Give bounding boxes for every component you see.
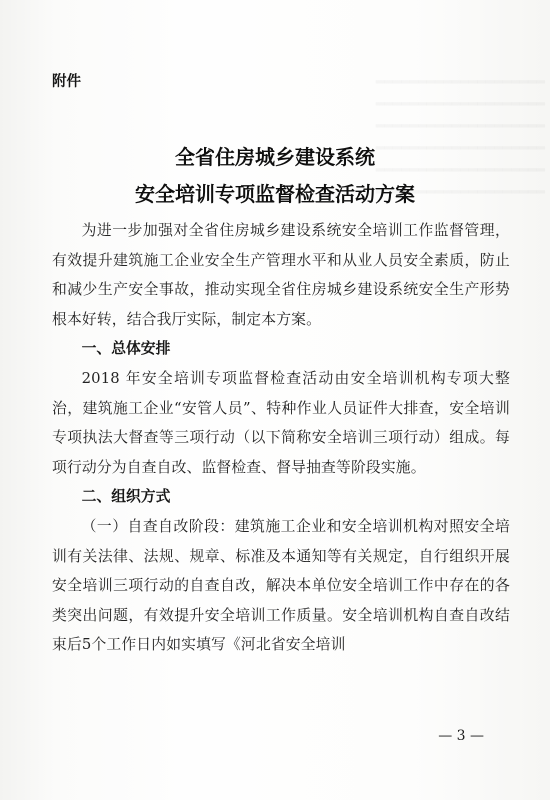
document-title-line-1: 全省住房城乡建设系统 xyxy=(175,145,375,169)
show-through-texture: ▂▂▂▂▂▂▂▂▂▂▂▂▂▂▂▂▂▂▂▂ ▂▂▂▂▂▂▂▂▂▂▂▂▂▂▂▂▂▂▂▂ ▂▂▂▂▂▂▂▂▂▂▂▂▂▂▂▂▂▂▂▂ ▂▂▂▂▂▂▂▂▂▂▂▂▂▂▂▂▂▂▂▂ ▂▂▂▂▂▂▂▂▂▂▂▂▂▂▂▂▂▂▂▂ ▂▂▂▂▂▂▂▂▂▂▂▂▂▂▂▂▂▂▂▂ xyxy=(375,80,545,203)
document-body xyxy=(52,216,510,660)
section-paragraph-organization-method: （一）自查自改阶段：建筑施工企业和安全培训机构对照安全培训有关法律、法规、规章、标准及本通知等有关规定，自行组织开展安全培训三项行动的自查自改，解决本单位安全培训工作中存在的各类突出问题，有效提升安全培训工作质量。安全培训机构自查自改结束后5个工作日内如实填写《河北省安全培训 xyxy=(52,517,510,654)
section-heading-organization-method: 二、组织方式 xyxy=(81,488,171,506)
page-number: — 3 — xyxy=(438,728,484,744)
section-heading-overall-arrangement: 一、总体安排 xyxy=(81,340,171,358)
intro-paragraph: 为进一步加强对全省住房城乡建设系统安全培训工作监督管理，有效提升建筑施工企业安全生产管理水平和从业人员安全素质，防止和减少生产安全事故，推动实现全省住房城乡建设系统安全生产形势根本好转，结合我厅实际，制定本方案。 xyxy=(52,222,510,328)
section-paragraph-overall-arrangement: 2018 年安全培训专项监督检查活动由安全培训机构专项大整治，建筑施工企业“安管人员”、特种作业人员证件大排查，安全培训专项执法大督查等三项行动（以下简称安全培训三项行动）组成。每项行动分为自查自改、监督检查、督导抽查等阶段实施。 xyxy=(52,369,510,476)
document-title-line-2: 安全培训专项监督检查活动方案 xyxy=(135,182,415,206)
attachment-label: 附件 xyxy=(52,74,81,90)
